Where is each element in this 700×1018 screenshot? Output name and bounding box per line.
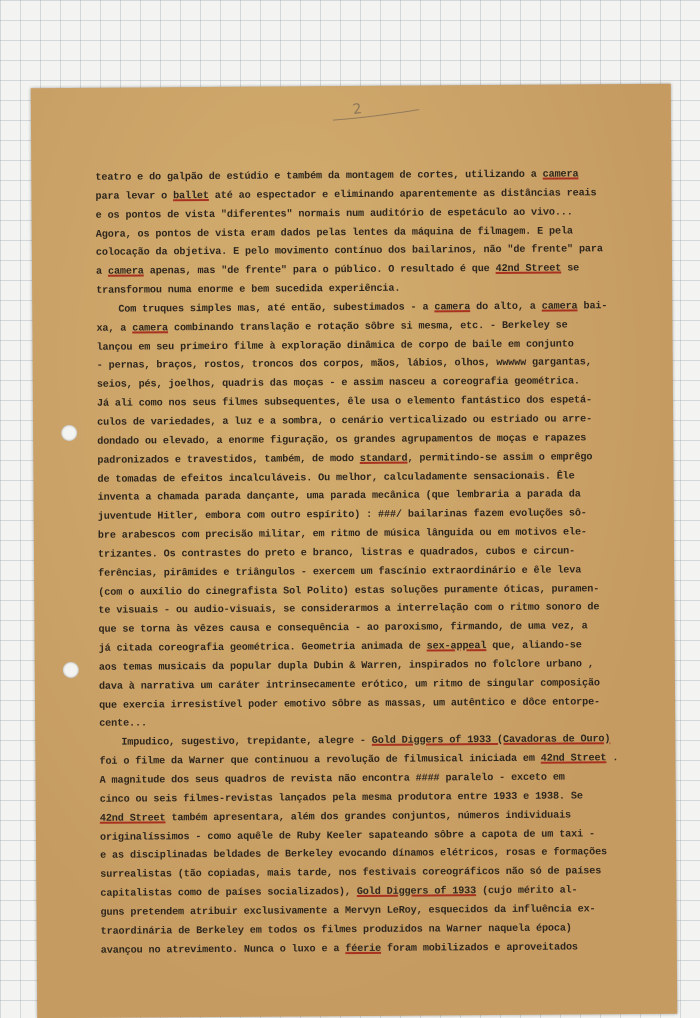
underlined-term: camera <box>541 301 578 313</box>
text-segment: culos de variedades, a luz e a sombra, o cenário verticalizado ou estriado ou arre- <box>97 414 593 429</box>
typewritten-page <box>31 84 677 1018</box>
underlined-term: ballet <box>173 190 209 203</box>
text-segment: e as disciplinadas beldades de Berkeley evocando dínamos elétricos, rosas e formações <box>100 847 608 863</box>
text-segment: A magnitude dos seus quadros de revista não encontra #### paralelo - exceto em <box>99 772 565 787</box>
text-segment: te visuais - ou audio-visuais, se considerarmos a interrelação com o ritmo sonoro de <box>98 602 600 618</box>
page-number-mark: 2 <box>351 100 363 119</box>
text-segment: Agora, os pontos de vista eram dados pelas lentes da máquina de filmagem. E pela <box>95 225 573 241</box>
text-segment: capitalistas como de países socializados), <box>100 887 357 900</box>
text-segment: surrealistas (tão copiadas, mais tarde, nos festivais coreográficos não só de países <box>100 866 602 881</box>
text-segment: Impudico, sugestivo, trepidante, alegre - <box>121 736 372 749</box>
underlined-term: camera <box>132 323 169 335</box>
text-segment: Com truques simples mas, até então, subestimados - a <box>118 302 435 316</box>
text-segment: originalíssimos - como aquêle de Ruby Keeler sapateando sôbre a capota de um taxi - <box>99 828 596 844</box>
underlined-term: 42nd Street <box>495 263 562 276</box>
text-segment: traordinária de Berkeley em todos os filmes produzidos na Warner naquela época) <box>100 923 572 938</box>
text-segment: lançou em seu primeiro filme à exploração dinâmica de corpo de baile em conjunto <box>96 339 574 354</box>
text-segment: de tomadas de efeitos incalculáveis. Ou melhor, calculadamente sensacionais. Êle <box>97 470 575 486</box>
underlined-term: standard <box>359 453 408 465</box>
text-segment: dondado ou elevado, a enorme figuração, os grandes agrupamentos de moças e rapazes <box>97 433 587 448</box>
text-segment: que exercia irresistível poder emotivo sôbre as massas, um autêntico e dôce entorpe- <box>99 696 601 712</box>
text-segment: apenas, mas "de frente" para o público. O resultado é que <box>143 264 496 278</box>
text-segment: seios, pés, joelhos, quadris das moças - e assim nasceu a coreografia geométrica. <box>96 376 580 392</box>
punch-hole <box>63 662 79 678</box>
text-segment: (com o auxílio do cinegrafista Sol Polito) estas soluções puramente óticas, puramen- <box>98 583 600 599</box>
text-segment: ferências, pirâmides e triângulos - exercem um fascínio extraordinário e êle leva <box>98 565 582 580</box>
text-segment: bai- <box>577 301 608 313</box>
underlined-term: camera <box>434 302 471 314</box>
text-segment: a <box>96 266 109 279</box>
text-segment: , permitindo-se assim o emprêgo <box>407 451 593 465</box>
text-segment: dava à narrativa um caráter intrinsecamente erótico, um ritmo de singular composição <box>98 678 600 693</box>
text-segment: se <box>561 263 580 275</box>
text-segment: cente... <box>99 718 147 731</box>
underlined-term: 42nd Street <box>540 753 607 765</box>
text-segment: guns pretendem atribuir exclusivamente a Mervyn LeRoy, esquecidos da influência ex- <box>100 904 596 919</box>
text-segment: padronizados e travestidos, também, de modo <box>97 453 360 467</box>
text-segment: inventa a chamada parada dançante, uma parada mecânica (que lembraria a parada da <box>97 489 581 505</box>
pencil-page-number <box>331 98 421 125</box>
text-segment: avançou no atrevimento. Nunca o luxo e a <box>100 943 346 957</box>
underlined-term: camera <box>107 266 144 278</box>
text-segment: foi o filme da Warner que continuou a revolução de filmusical iniciada em <box>99 753 541 768</box>
text-segment: juventude Hitler, embora com outro espírito) : ###/ bailarinas fazem evoluções sô- <box>97 508 587 523</box>
text-segment: também apresentara, além dos grandes conjuntos, números individuais <box>165 810 572 825</box>
text-segment: cinco ou seis filmes-revistas lançados pela mesma produtora entre 1933 e 1938. Se <box>99 791 583 806</box>
pencil-scribble-icon <box>331 98 421 125</box>
text-segment: do alto, a <box>470 301 542 314</box>
underlined-term: féerie <box>345 943 382 955</box>
text-segment: colocação da objetiva. E pelo movimento contínuo dos bailarinos, não "de frente" para <box>95 244 603 260</box>
text-segment: até ao espectador e eliminando aparentemente as distâncias reais <box>208 188 597 202</box>
text-segment: foram mobilizados e aproveitados <box>381 942 578 955</box>
text-segment: transformou numa enorme e bem sucedida experiência. <box>96 283 401 297</box>
text-segment: Já ali como nos seus filmes subsequentes, êle usa o elemento fantástico dos espetá- <box>96 395 592 410</box>
text-segment: combinando translação e rotação sôbre si mesma, etc. - Berkeley se <box>167 320 568 335</box>
text-segment: (cujo mérito al- <box>476 885 578 898</box>
text-segment: trizantes. Os contrastes do preto e branco, listras e quadrados, cubos e circun- <box>97 546 576 561</box>
document-body <box>95 166 700 962</box>
underlined-term: Gold Diggers of 1933 (Cavadoras de Ouro) <box>371 734 611 748</box>
underlined-term: Gold Diggers of 1933 <box>356 886 477 899</box>
text-segment: teatro e do galpão de estúdio e também da montagem de cortes, utilizando a <box>95 169 543 184</box>
text-segment: xa, a <box>96 323 133 335</box>
underlined-term: sex-appeal <box>426 641 487 653</box>
text-segment: que, aliando-se <box>486 640 582 653</box>
text-line <box>101 938 700 961</box>
text-segment: . <box>606 753 619 765</box>
text-segment: - pernas, braços, rostos, troncos dos corpos, mãos, lábios, olhos, wwwww gargantas, <box>96 357 592 373</box>
text-segment: bre arabescos com precisão militar, em ritmo de música lânguida ou em motivos ele- <box>97 527 587 542</box>
underlined-term: 42nd Street <box>99 813 166 825</box>
text-segment: que se torna às vêzes causa e consequência - ao paroxismo, firmando, de uma vez, a <box>98 621 588 637</box>
text-segment: já citada coreografia geométrica. Geometria animada de <box>98 641 427 655</box>
underlined-term: camera <box>542 169 579 181</box>
punch-hole <box>61 425 77 441</box>
text-segment: e os pontos de vista "diferentes" normais num auditório de espetáculo ao vivo... <box>95 207 573 222</box>
text-segment: para levar o <box>95 191 174 203</box>
text-segment: aos temas musicais da popular dupla Dubin & Warren, inspirados no folclore urbano , <box>98 659 594 674</box>
